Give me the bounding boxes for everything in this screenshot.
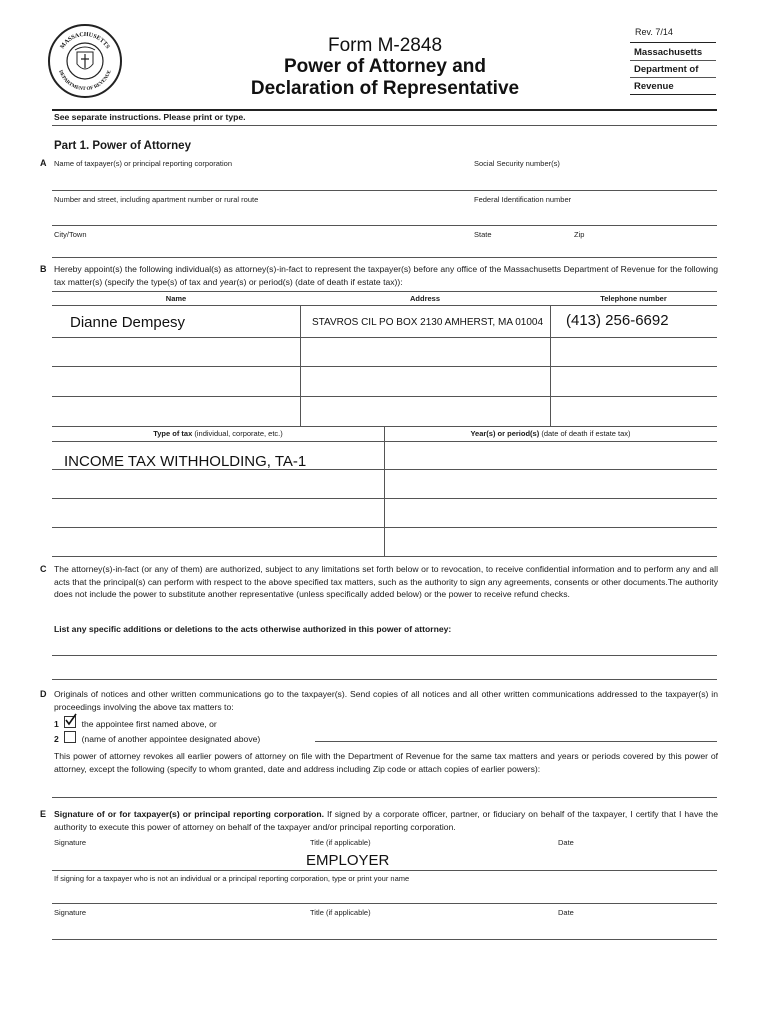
seal-text-top: MASSACHUSETTS [59, 31, 111, 51]
section-c-letter: C [40, 564, 47, 574]
additions-label: List any specific additions or deletions to the acts otherwise authorized in this power of attorney: [54, 624, 452, 634]
option1-label: the appointee first named above, or [81, 719, 217, 729]
rep-name-value[interactable]: Dianne Dempesy [70, 314, 186, 331]
title-value[interactable]: EMPLOYER [306, 852, 390, 869]
massachusetts-seal [48, 24, 122, 98]
col-address-header: Address [409, 294, 440, 303]
years-header-rest: (date of death if estate tax) [539, 429, 631, 438]
nonindividual-label: If signing for a taxpayer who is not an individual or a principal reporting corporation, type or print your name [54, 874, 410, 883]
signature-label: Signature [54, 838, 87, 847]
form-title-line2: Declaration of Representative [250, 78, 520, 99]
title-label-2: Title (if applicable) [310, 908, 371, 917]
option1-checkbox[interactable] [64, 716, 76, 728]
name-print-line[interactable] [52, 903, 717, 904]
signature-line[interactable] [52, 870, 717, 871]
seal-text-bottom: DEPARTMENT OF REVENUE [57, 69, 113, 93]
state-label: State [474, 230, 492, 239]
date-label-2: Date [558, 908, 574, 917]
revoke-text: This power of attorney revokes all earlier powers of attorney on file with the Department of Revenue for the same tax matters and years or periods covered by this power of attorney, except the following (specify to whom granted, date and address including Zip code or attach copies of earlier powers): [54, 751, 718, 774]
col-name-header: Name [165, 294, 187, 303]
section-d-letter: D [40, 689, 47, 699]
revoke-line[interactable] [52, 797, 717, 798]
agency-line1: Massachusetts [634, 47, 703, 58]
seal-icon [50, 26, 120, 96]
part1-heading: Part 1. Power of Attorney [54, 140, 191, 152]
city-field[interactable] [52, 257, 717, 258]
option2-checkbox[interactable] [64, 731, 76, 743]
additions-line-2[interactable] [52, 679, 717, 680]
tax-type-header [52, 429, 384, 438]
form-title-line1: Power of Attorney and [284, 56, 486, 77]
option2-name-field[interactable] [315, 741, 717, 742]
rep-phone-value[interactable]: (413) 256-6692 [566, 312, 669, 329]
additions-line-1[interactable] [52, 655, 717, 656]
tax-type-header-bold: Type of tax [153, 429, 193, 438]
section-e-letter: E [40, 809, 47, 819]
option1-number: 1 [54, 719, 59, 729]
city-label: City/Town [54, 230, 87, 239]
form-number: Form M-2848 [327, 35, 443, 56]
signature-label-2: Signature [54, 908, 87, 917]
street-label: Number and street, including apartment number or rural route [54, 195, 259, 204]
section-c-text: The attorney(s)-in-fact (or any of them) are authorized, subject to any limitations set forth below or to revocation, to receive confidential information and to perform any and all acts that the principal(s) can perform with respect to the above specified tax matters, such as the authority to sign any agreements, consents or other documents.The authority does not include the power to substitute another representative (unless specifically added below) or the power to receive refund checks. [54, 564, 718, 600]
signature-line-2[interactable] [52, 939, 717, 940]
taxpayer-name-field[interactable] [52, 190, 717, 191]
date-label: Date [558, 838, 574, 847]
tax-type-header-rest: (individual, corporate, etc.) [192, 429, 283, 438]
section-a-letter: A [40, 158, 47, 168]
agency-line2: Department of [634, 64, 699, 75]
title-label: Title (if applicable) [310, 838, 371, 847]
section-e-text [54, 808, 718, 833]
years-header [384, 429, 717, 438]
instructions-note: See separate instructions. Please print or type. [54, 112, 246, 122]
section-b-text: Hereby appoint(s) the following individual(s) as attorney(s)-in-fact to represent the taxpayer(s) before any office of the Massachusetts Department of Revenue for the following tax matter(s) (specify the type(s) of tax and year(s) or period(s) (date of death if estate tax)): [54, 264, 718, 287]
section-e-text-rest: If signed by a corporate officer, partner, or fiduciary on behalf of the taxpayer, I certify that I have the authority to execute this power of attorney on behalf of the taxpayer and/or principal reporting corporation. [54, 809, 718, 832]
taxpayer-name-label: Name of taxpayer(s) or principal reporting corporation [54, 159, 232, 168]
ssn-label: Social Security number(s) [474, 159, 560, 168]
checkmark-icon [64, 713, 78, 727]
zip-label: Zip [574, 230, 585, 239]
fid-label: Federal Identification number [474, 195, 572, 204]
col-phone-header: Telephone number [600, 294, 667, 303]
tax-type-value[interactable]: INCOME TAX WITHHOLDING, TA-1 [64, 453, 307, 470]
option2-number: 2 [54, 734, 59, 744]
section-d-text: Originals of notices and other written communications go to the taxpayer(s). Send copies of all notices and all other written communications addressed to the taxpayer(s) in proceedings involving the above tax matters to: [54, 689, 718, 712]
svg-text:DEPARTMENT OF REVENUE [57, 69, 113, 92]
section-b-letter: B [40, 264, 47, 274]
agency-line3: Revenue [634, 81, 674, 92]
option2-label: (name of another appointee designated above) [81, 734, 261, 744]
revision-date: Rev. 7/14 [635, 27, 673, 37]
rep-address-value[interactable]: STAVROS CIL PO BOX 2130 AMHERST, MA 01004 [312, 317, 544, 328]
years-header-bold: Year(s) or period(s) [470, 429, 540, 438]
section-e-text-bold: Signature of or for taxpayer(s) or principal reporting corporation. [54, 809, 324, 819]
option1-row [54, 716, 217, 729]
street-field[interactable] [52, 225, 717, 226]
option2-row [54, 731, 260, 744]
svg-text:MASSACHUSETTS [60, 32, 111, 51]
